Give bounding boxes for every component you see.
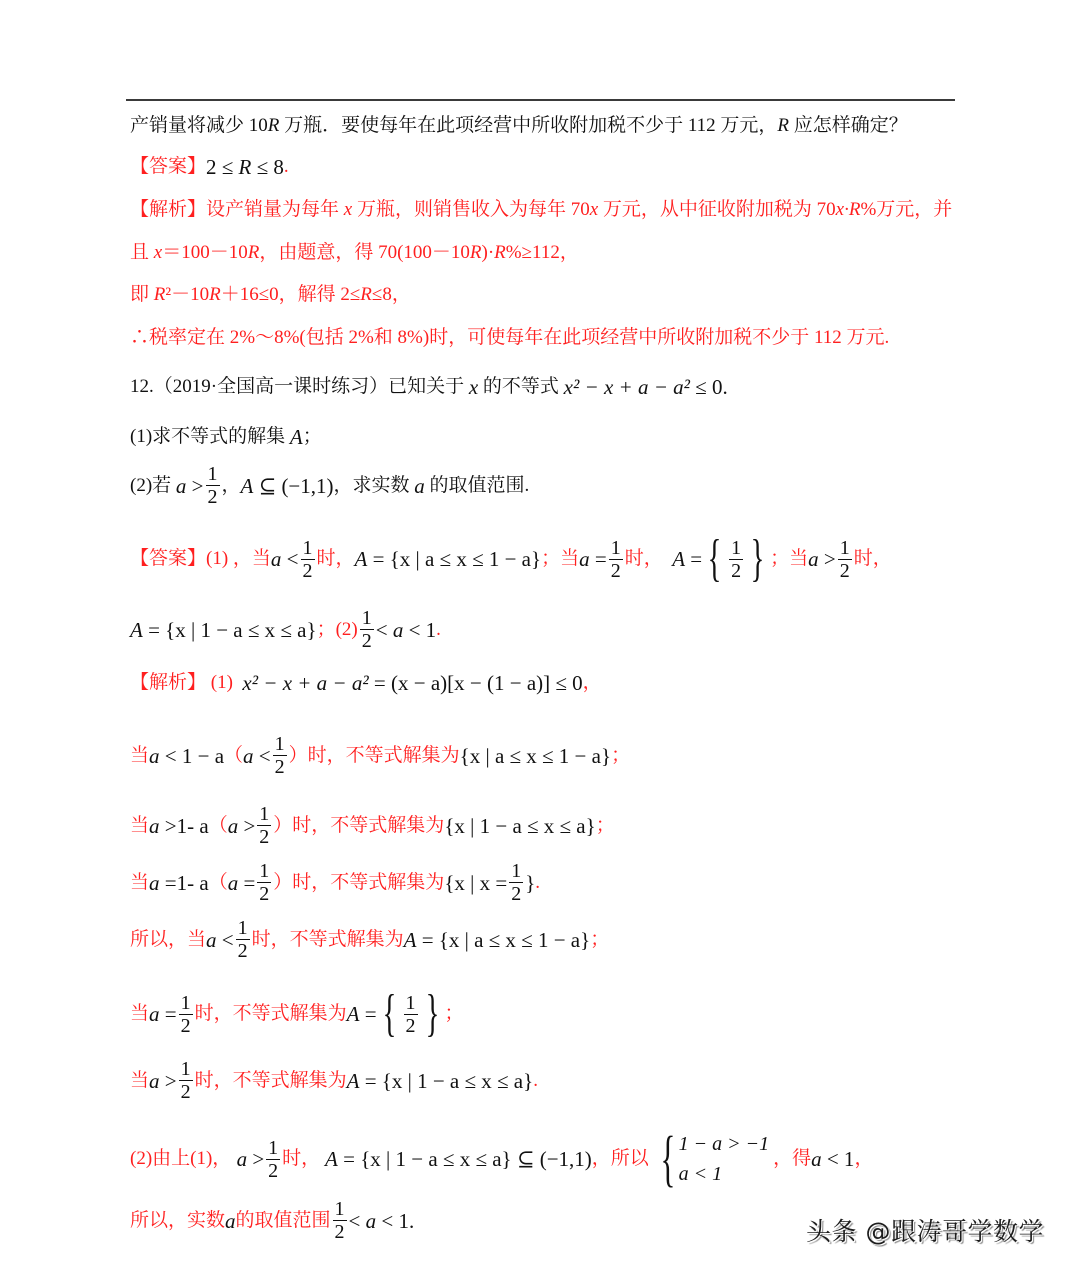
denominator: 2 — [180, 1081, 191, 1103]
text-line-analysis11-l4 — [130, 326, 889, 350]
math-run: a — [175, 473, 187, 498]
math-run: >1- a — [159, 813, 209, 838]
denominator: 2 — [731, 559, 742, 582]
math-run: > — [247, 1147, 265, 1171]
math-run: > — [186, 473, 204, 498]
math-run: {x | x = — [444, 870, 508, 895]
watermark-label: 头条 @跟涛哥学数学 — [806, 1217, 1044, 1246]
text-run: ∴税率定在 2%～8%(包括 2%和 8%)时，可使每年在此项经营中所收附加税不少于 112 万元. — [130, 327, 890, 348]
text-run: 当 — [130, 1003, 150, 1024]
math-run: a — [149, 743, 160, 768]
math-run: = {x | a ≤ x ≤ 1 − a} — [416, 927, 591, 952]
text-line-analysis12-conclusion — [130, 1198, 414, 1243]
math-run: = {x | a ≤ x ≤ 1 − a} — [367, 547, 542, 571]
text-run: R — [153, 284, 166, 305]
text-run: （ — [208, 871, 228, 893]
text-line-problem12-stem — [130, 375, 728, 399]
text-run: 时， — [316, 548, 355, 569]
text-run: ，求实数 — [333, 474, 415, 496]
text-run: x — [343, 199, 353, 220]
fraction — [257, 803, 271, 848]
fraction — [609, 537, 623, 582]
text-run: ²－10 — [165, 284, 210, 305]
text-run: ≤8， — [371, 284, 411, 305]
math-run: } — [525, 870, 536, 895]
right-brace-icon: } — [750, 530, 765, 587]
math-run: a — [227, 813, 239, 838]
text-run: ； — [302, 426, 322, 447]
math-run: < 1. — [376, 1208, 415, 1233]
text-run: )· — [481, 242, 495, 263]
math-run: x² − x + a − a² — [563, 375, 690, 399]
text-run: 的不等式 — [478, 376, 564, 397]
text-run: x·R — [835, 199, 861, 220]
numerator: 1 — [180, 1058, 191, 1080]
math-run: A — [354, 547, 368, 571]
braced-set — [377, 985, 445, 1042]
text-run: 当 — [130, 1069, 150, 1091]
denominator: 2 — [259, 883, 270, 905]
numerator: 1 — [259, 860, 270, 882]
math-run: < 1 − a — [159, 743, 225, 768]
denominator: 2 — [610, 559, 621, 582]
text-line-analysis12-l2 — [130, 733, 630, 778]
text-line-analysis12-l3 — [130, 803, 615, 848]
math-run: = {x | 1 − a ≤ x ≤ a} ⊆ (−1,1) — [337, 1147, 592, 1171]
numerator: 1 — [361, 607, 372, 629]
math-run: a — [225, 1208, 236, 1233]
text-run: 时，不等式解集为 — [194, 1003, 347, 1024]
text-run: R — [777, 115, 790, 136]
text-run: (2)由上(1)， — [130, 1148, 232, 1169]
math-run: a — [149, 1068, 160, 1093]
numerator: 1 — [259, 803, 270, 825]
text-run: ，由题意，得 70(100－10 — [259, 242, 470, 263]
text-run: 当 — [130, 871, 150, 893]
math-run: x² − x + a − a² — [242, 671, 369, 695]
text-run: ，所以 — [591, 1148, 649, 1169]
text-line-analysis12-l5 — [130, 917, 609, 962]
math-run: a — [243, 743, 254, 768]
math-run: A — [672, 547, 686, 571]
math-run: R — [238, 155, 252, 179]
math-run: a — [579, 547, 590, 571]
math-run: < 1 — [821, 1147, 855, 1171]
math-run: A — [403, 927, 417, 952]
denominator: 2 — [839, 559, 850, 582]
math-run: a — [231, 1147, 248, 1171]
text-line-analysis12-part2 — [130, 1125, 874, 1193]
text-run: . — [533, 1069, 538, 1091]
text-run: 时， — [624, 548, 673, 569]
text-line-analysis12-l7 — [130, 1058, 538, 1103]
text-run: 时， — [282, 1148, 321, 1169]
text-run: ；当 — [770, 548, 809, 569]
text-run: R — [494, 242, 506, 263]
denominator: 2 — [405, 1014, 416, 1037]
text-run: . — [436, 618, 441, 640]
math-run: < — [281, 547, 299, 571]
math-run: = {x | 1 − a ≤ x ≤ a} — [142, 617, 317, 642]
equation-system — [653, 1125, 770, 1193]
math-run: ⊆ (−1,1) — [253, 473, 334, 498]
text-run: ， — [221, 474, 241, 496]
text-line-analysis12-l1 — [130, 671, 602, 695]
numerator: 1 — [268, 1136, 279, 1159]
fraction — [404, 992, 418, 1037]
text-line-analysis11-l3 — [130, 283, 411, 307]
text-run: （ — [224, 744, 244, 766]
math-run: a — [270, 547, 282, 571]
text-line-problem12-part1 — [130, 425, 322, 449]
text-run: ，得 — [773, 1148, 812, 1169]
text-line-answer12-l2 — [130, 607, 441, 652]
text-run: ）时，不等式解集为 — [273, 871, 445, 893]
text-run: 所以，实数 — [130, 1209, 226, 1231]
math-run: < — [253, 743, 271, 768]
numerator: 1 — [839, 536, 850, 559]
math-run: a — [392, 617, 404, 642]
fraction — [179, 1058, 193, 1103]
math-run: x — [468, 375, 479, 399]
numerator: 1 — [511, 860, 522, 882]
right-brace-icon: } — [425, 985, 439, 1042]
text-line-analysis12-l4 — [130, 860, 540, 905]
text-line-analysis12-l6 — [130, 985, 464, 1042]
denominator: 2 — [268, 1159, 279, 1182]
math-run: A — [289, 425, 303, 449]
text-run: 且 — [130, 242, 154, 263]
text-line-analysis11-l1 — [130, 198, 952, 222]
text-run: x — [153, 242, 163, 263]
math-run: = — [589, 547, 607, 571]
math-run: = (x − a)[x − (1 − a)] ≤ 0 — [368, 671, 583, 695]
math-run: = — [685, 547, 703, 571]
text-run: ； — [595, 814, 615, 836]
fraction — [509, 860, 523, 905]
text-run: ； — [444, 1003, 464, 1024]
left-brace-icon: { — [707, 530, 722, 587]
numerator: 1 — [334, 1198, 345, 1220]
system-row: 1 − a > −1 — [678, 1133, 770, 1155]
denominator: 2 — [511, 883, 522, 905]
braced-set — [702, 530, 770, 587]
text-run: . — [535, 871, 541, 893]
text-run: 所以，当 — [130, 928, 207, 950]
math-run: a — [149, 870, 160, 895]
text-run: ；(2) — [316, 618, 358, 640]
text-run: ；当 — [541, 548, 580, 569]
math-run: a — [365, 1208, 377, 1233]
system-row: a < 1 — [678, 1163, 723, 1185]
text-run: 当 — [130, 744, 150, 766]
numerator: 1 — [207, 463, 218, 485]
text-run: R — [360, 284, 372, 305]
denominator: 2 — [237, 940, 248, 962]
math-run: < 1 — [403, 617, 437, 642]
text-run: (2)若 — [130, 474, 176, 496]
fraction — [333, 1198, 347, 1243]
text-run: %万元，并 — [860, 199, 953, 220]
denominator: 2 — [180, 1014, 191, 1037]
text-run: x — [589, 199, 599, 220]
text-line-answer12-l1 — [130, 530, 892, 587]
fraction — [266, 1137, 280, 1182]
fraction — [273, 733, 287, 778]
math-run: {x | 1 − a ≤ x ≤ a} — [444, 813, 596, 838]
text-run: 产销量将减少 10 — [130, 115, 268, 136]
text-run: ＝100－10 — [162, 242, 248, 263]
math-run: {x | a ≤ x ≤ 1 − a} — [459, 743, 612, 768]
text-run: ； — [590, 928, 610, 950]
math-run: ≤ 8 — [251, 155, 284, 179]
math-run: a — [149, 1002, 160, 1026]
text-line-problem11-tail — [130, 114, 908, 138]
numerator: 1 — [610, 536, 621, 559]
text-run: %≥112， — [505, 242, 579, 263]
text-run: 【解析】 (1) — [130, 672, 243, 693]
math-run: > — [159, 1068, 177, 1093]
text-run: . — [283, 156, 289, 177]
math-run: < — [216, 927, 234, 952]
math-run: A — [320, 1147, 338, 1171]
text-run: 应怎样确定？ — [789, 115, 908, 136]
text-run: 的取值范围 — [235, 1209, 331, 1231]
left-brace-icon: { — [382, 985, 396, 1042]
fraction — [236, 917, 250, 962]
system-brace-icon: { — [660, 1125, 676, 1193]
denominator: 2 — [259, 826, 270, 848]
text-run: 当 — [130, 814, 150, 836]
math-run: = — [359, 1002, 377, 1026]
text-run: 万瓶，则销售收入为每年 70 — [352, 199, 590, 220]
fraction — [729, 537, 743, 582]
math-run: a — [206, 927, 217, 952]
math-run: a — [149, 813, 160, 838]
math-run: < — [348, 1208, 366, 1233]
fraction — [838, 537, 852, 582]
text-run: （ — [208, 814, 228, 836]
math-run: =1- a — [159, 870, 209, 895]
text-run: R — [209, 284, 221, 305]
text-run: ＋16≤0，解得 2≤ — [220, 284, 361, 305]
text-line-answer11 — [130, 155, 289, 179]
denominator: 2 — [361, 630, 372, 652]
math-run: > — [818, 547, 836, 571]
math-run: A — [130, 617, 143, 642]
text-run: R — [469, 242, 482, 263]
fraction — [206, 463, 220, 508]
math-run: = — [159, 1002, 177, 1026]
text-run: 时，不等式解集为 — [194, 1069, 347, 1091]
denominator: 2 — [274, 756, 285, 778]
math-run: = {x | 1 − a ≤ x ≤ a} — [359, 1068, 534, 1093]
denominator: 2 — [207, 486, 218, 508]
text-run: R — [247, 242, 260, 263]
text-run: ）时，不等式解集为 — [273, 814, 445, 836]
text-run: 【解析】设产销量为每年 — [130, 199, 344, 220]
math-run: < — [375, 617, 393, 642]
text-run: (1)求不等式的解集 — [130, 426, 290, 447]
math-run: 2 ≤ — [206, 155, 239, 179]
fraction — [179, 992, 193, 1037]
text-run: ； — [611, 744, 631, 766]
numerator: 1 — [731, 536, 742, 559]
text-run: 时，不等式解集为 — [251, 928, 404, 950]
text-run: 万元，从中征收附加税为 70 — [598, 199, 836, 220]
fraction — [257, 860, 271, 905]
text-run: ， — [582, 672, 602, 693]
text-run: 【答案】(1) ，当 — [130, 548, 271, 569]
text-run: 【答案】 — [130, 156, 207, 177]
denominator: 2 — [334, 1221, 345, 1243]
text-run: 时， — [853, 548, 892, 569]
math-run: ≤ 0. — [689, 375, 728, 399]
fraction — [360, 607, 374, 652]
text-run: 万瓶．要使每年在此项经营中所收附加税不少于 112 万元， — [279, 115, 778, 136]
math-run: A — [240, 473, 254, 498]
math-run: A — [346, 1068, 360, 1093]
text-run: ， — [854, 1148, 874, 1169]
math-run: a — [808, 547, 819, 571]
text-line-analysis11-l2 — [130, 241, 579, 265]
math-run: a — [414, 473, 425, 498]
numerator: 1 — [274, 733, 285, 755]
text-run: 的取值范围. — [424, 474, 530, 496]
math-run: a — [227, 870, 239, 895]
numerator: 1 — [180, 991, 191, 1014]
header-rule — [126, 99, 955, 101]
numerator: 1 — [302, 536, 313, 559]
math-run: = — [238, 870, 256, 895]
math-run: a — [811, 1147, 822, 1171]
numerator: 1 — [237, 917, 248, 939]
text-run: 12.（2019·全国高一课时练习）已知关于 — [130, 376, 469, 397]
text-run: ）时，不等式解集为 — [288, 744, 460, 766]
math-run: A — [346, 1002, 360, 1026]
text-run: R — [267, 115, 280, 136]
numerator: 1 — [405, 991, 416, 1014]
fraction — [301, 537, 315, 582]
denominator: 2 — [302, 559, 313, 582]
math-run: > — [238, 813, 256, 838]
text-line-problem12-part2 — [130, 463, 529, 508]
text-run: 即 — [130, 284, 154, 305]
